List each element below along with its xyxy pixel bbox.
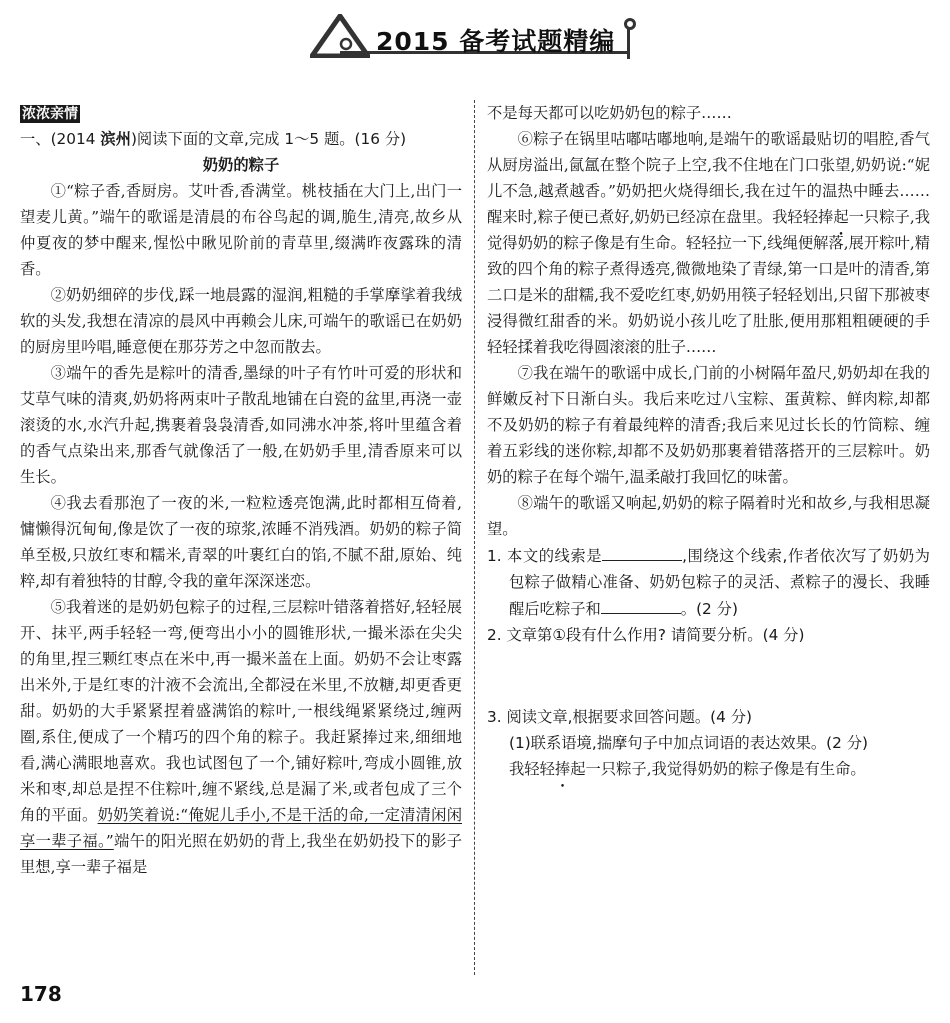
paragraph-8: ⑧端午的歌谣又响起,奶奶的粽子隔着时光和故乡,与我相思凝望。 bbox=[487, 494, 930, 538]
question-1: 1. 本文的线索是 ,围绕这个线索,作者依次写了奶奶为包粽子做精心准备、奶奶包粽子的灵活、煮粽子的漫长、我睡醒后吃粽子和 。(2 分) bbox=[487, 542, 930, 622]
page-header bbox=[310, 8, 640, 60]
answer-blank-2[interactable] bbox=[601, 595, 681, 614]
right-column bbox=[487, 100, 930, 782]
paragraph-7: ⑦我在端午的歌谣中成长,门前的小树隔年盈尺,奶奶却在我的鲜嫩反衬下日渐白头。我后来吃过八宝粽、蛋黄粽、鲜肉粽,却都不及奶奶的粽子有着最纯粹的清香;我后来见过长长的竹筒粽、缠着五彩线的迷你粽,却都不及奶奶那裹着错落搭开的三层粽叶。奶奶的粽子在每个端午,温柔敲打我回忆的味蕾。 bbox=[487, 364, 930, 486]
answer-blank-1[interactable] bbox=[602, 542, 682, 561]
paragraph-5: ⑤我着迷的是奶奶包粽子的过程,三层粽叶错落着搭好,轻轻展开、抹平,两手轻轻一弯,便弯出小小的圆锥形状,一撮米添在尖尖的角里,捏三颗红枣点在米中,再一撮米盖在上面。奶奶不会让枣露出米外,于是红枣的汁液不会流出,全都浸在米里,不放糖,却更香更甜。奶奶的大手紧紧捏着盛满馅的粽叶,一根线绳紧紧绕过,缠两圈,系住,便成了一个精巧的四个角的粽子。我赶紧捧过来,细细地看,满心满眼地喜欢。我也试图包了一个,铺好粽叶,弯成小圆锥,放米和枣,却总是捏不住粽叶,缠不紧线,总是漏了米,或者包成了三个角的平面。奶奶笑着说:“俺妮儿手小,不是干活的命,一定清清闲闲享一辈子福。”端午的阳光照在奶奶的背上,我坐在奶奶投下的影子里想,享一辈子福是 bbox=[20, 598, 462, 876]
paragraph-5-continued: 不是每天都可以吃奶奶包的粽子…… bbox=[487, 104, 732, 122]
quoted-sentence: 我轻轻捧起一只粽子,我觉得奶奶的粽子像是有生命。 bbox=[509, 760, 866, 778]
dotted-word: 捧 bbox=[818, 208, 834, 226]
question-intro: 一、(2014 滨州)阅读下面的文章,完成 1～5 题。(16 分) bbox=[20, 130, 407, 148]
paragraph-2: ②奶奶细碎的步伐,踩一地晨露的湿润,粗糙的手掌摩挲着我绒软的头发,我想在清凉的晨风中再赖会儿床,可端午的歌谣已在奶奶的厨房里吟唱,睡意便在那芬芳之中忽而散去。 bbox=[20, 286, 462, 356]
section-tag: 浓浓亲情 bbox=[22, 106, 78, 122]
page-number: 178 bbox=[20, 982, 62, 1006]
dotted-word: 捧 bbox=[554, 760, 571, 778]
header-title: 2015 备考试题精编 bbox=[376, 27, 616, 56]
article-title: 奶奶的粽子 bbox=[202, 156, 280, 174]
header-vertical-line bbox=[627, 26, 630, 59]
question-2: 2. 文章第①段有什么作用? 请简要分析。(4 分) bbox=[487, 626, 805, 644]
underlined-sentence: 奶奶笑着说:“俺妮儿手小,不是干活的命,一定清清闲闲享一辈子福。” bbox=[20, 806, 462, 850]
answer-space bbox=[487, 648, 930, 704]
paragraph-1: ①“粽子香,香厨房。艾叶香,香满堂。桃枝插在大门上,出门一望麦儿黄。”端午的歌谣是清晨的布谷鸟起的调,脆生,清亮,故乡从仲夏夜的梦中醒来,惺忪中瞅见阶前的青草里,缀满昨夜露珠的清香。 bbox=[20, 182, 462, 278]
paragraph-4: ④我去看那泡了一夜的米,一粒粒透亮饱满,此时都相互倚着,慵懒得沉甸甸,像是饮了一夜的琼浆,浓睡不消残酒。奶奶的粽子简单至极,只放红枣和糯米,青翠的叶裹红白的馅,不腻不甜,原始、纯粹,却有着独特的甘醇,令我的童年深深迷恋。 bbox=[20, 494, 462, 590]
left-column bbox=[20, 100, 462, 880]
paragraph-3: ③端午的香先是粽叶的清香,墨绿的叶子有竹叶可爱的形状和艾草气味的清爽,奶奶将两束叶子散乱地铺在白瓷的盆里,再浇一壶滚烫的水,水汽升起,携裹着袅袅清香,如同沸水冲茶,将叶里蕴含着的香气点染出来,那香气就像活了一般,在奶奶手里,清香原来可以生长。 bbox=[20, 364, 462, 486]
question-3-sub-1: (1)联系语境,揣摩句子中加点词语的表达效果。(2 分) bbox=[509, 734, 868, 752]
column-divider bbox=[474, 100, 475, 975]
paragraph-6: ⑥粽子在锅里咕嘟咕嘟地响,是端午的歌谣最贴切的唱腔,香气从厨房溢出,氤氲在整个院子上空,我不住地在门口张望,奶奶说:“妮儿不急,越煮越香。”奶奶把火烧得细长,我在过午的温热中睡去……醒来时,粽子便已煮好,奶奶已经凉在盘里。我轻轻捧起一只粽子,我觉得奶奶的粽子像是有生命。轻轻拉一下,线绳便解落,展开粽叶,精致的四个角的粽子煮得透亮,微微地染了青绿,第一口是叶的清香,第二口是米的甜糯,我不爱吃红枣,奶奶用筷子轻轻划出,只留下那被枣浸得微红甜香的米。奶奶说小孩儿吃了肚胀,便用那粗粗硬硬的手轻轻揉着我吃得圆滚滚的肚子…… bbox=[487, 130, 930, 356]
header-ring-icon bbox=[624, 18, 636, 30]
question-3: 3. 阅读文章,根据要求回答问题。(4 分) bbox=[487, 708, 753, 726]
